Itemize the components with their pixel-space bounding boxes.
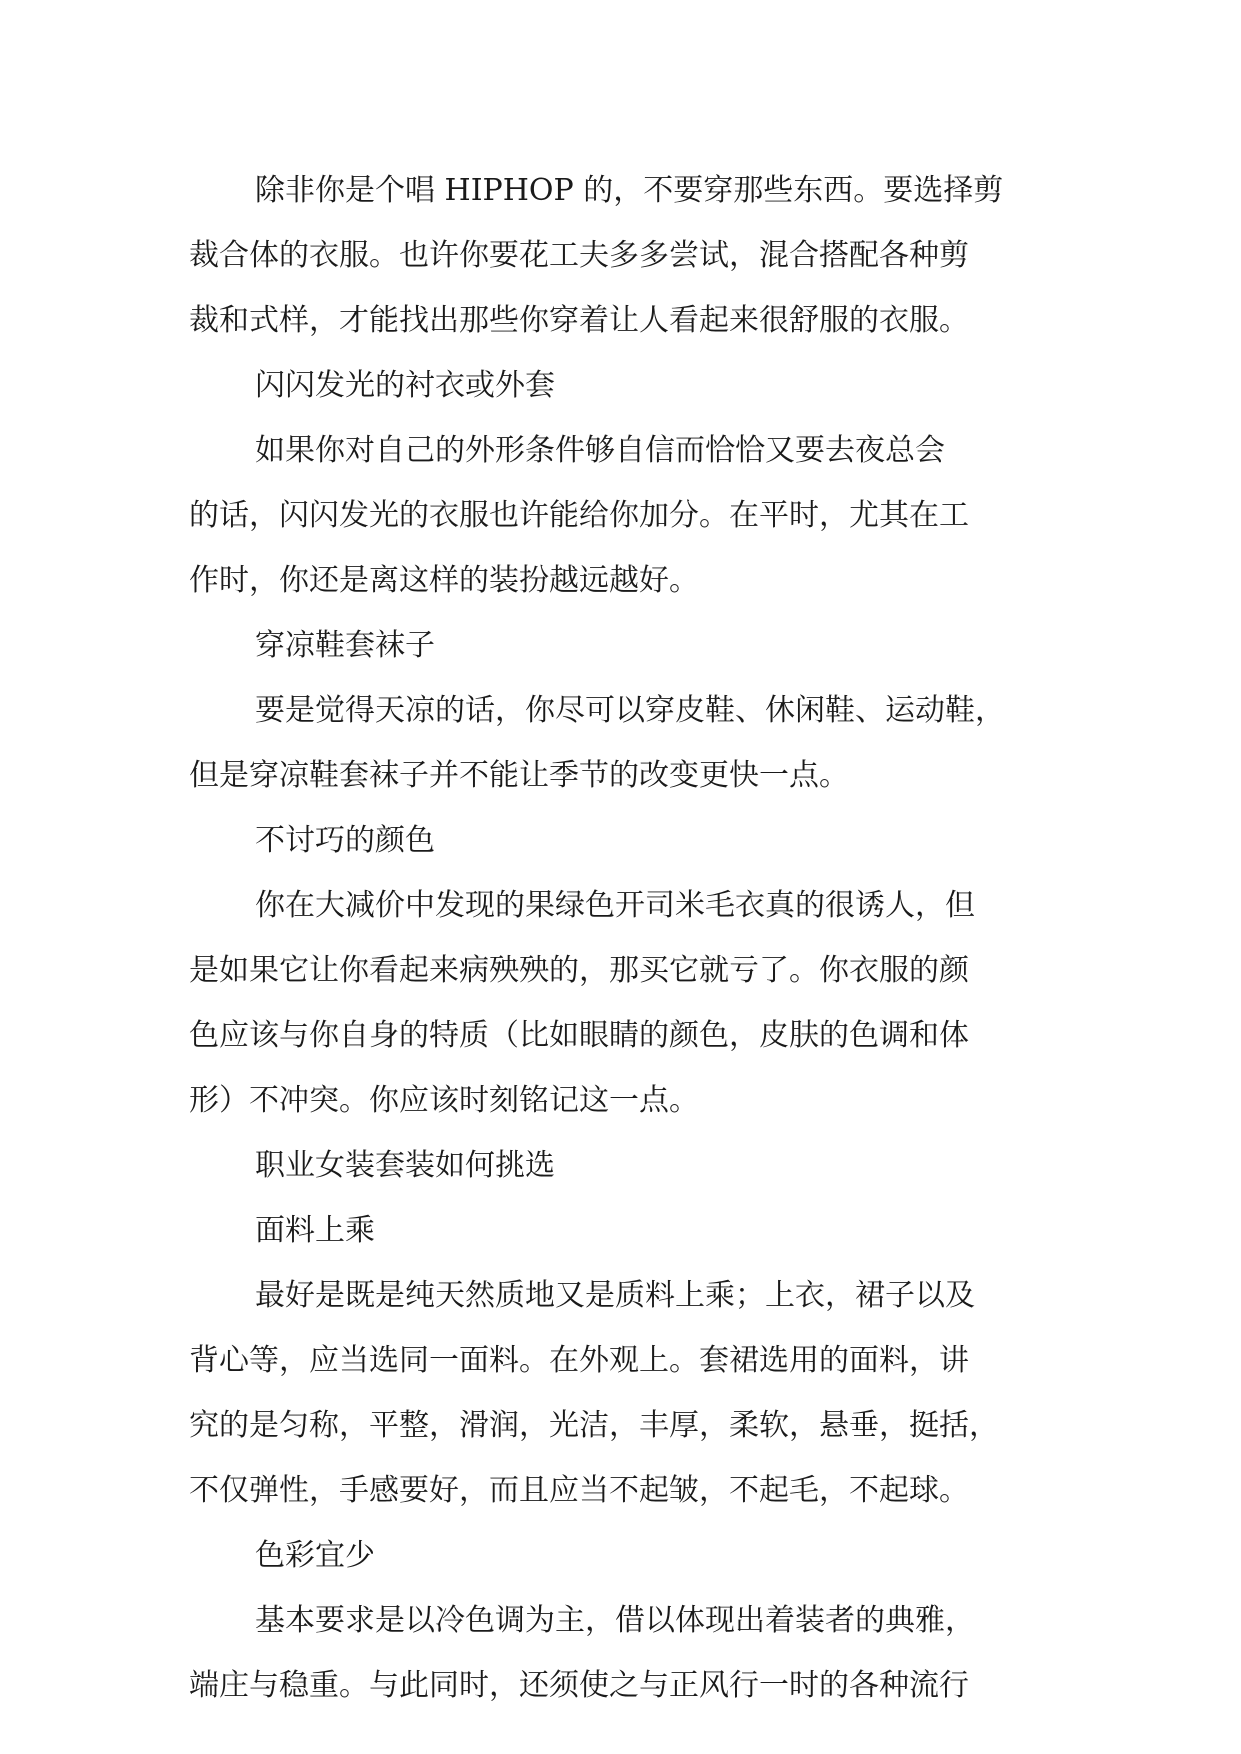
document-body xyxy=(189,158,1057,1718)
text-line: 基本要求是以冷色调为主，借以体现出着装者的典雅， xyxy=(255,1603,975,1638)
text-line: 究的是匀称，平整，滑润，光洁，丰厚，柔软，悬垂，挺括， xyxy=(189,1408,999,1443)
text-line: 背心等，应当选同一面料。在外观上。套裙选用的面料，讲 xyxy=(189,1343,969,1378)
text-line: 如果你对自己的外形条件够自信而恰恰又要去夜总会 xyxy=(255,433,945,468)
text-line: 色应该与你自身的特质（比如眼睛的颜色，皮肤的色调和体 xyxy=(189,1018,969,1053)
section-heading: 穿凉鞋套袜子 xyxy=(255,628,435,663)
text-line: 端庄与稳重。与此同时，还须使之与正风行一时的各种流行 xyxy=(189,1668,969,1703)
text-line: 是如果它让你看起来病殃殃的，那买它就亏了。你衣服的颜 xyxy=(189,953,969,988)
text-line: 不仅弹性，手感要好，而且应当不起皱，不起毛，不起球。 xyxy=(189,1473,969,1508)
text-line: 的话，闪闪发光的衣服也许能给你加分。在平时，尤其在工 xyxy=(189,498,969,533)
text-line: 要是觉得天凉的话，你尽可以穿皮鞋、休闲鞋、运动鞋， xyxy=(255,693,1005,728)
section-heading: 职业女装套装如何挑选 xyxy=(255,1148,555,1183)
text-line: 但是穿凉鞋套袜子并不能让季节的改变更快一点。 xyxy=(189,758,849,793)
section-heading: 面料上乘 xyxy=(255,1213,375,1248)
text-line: 形）不冲突。你应该时刻铭记这一点。 xyxy=(189,1083,699,1118)
text-line: 裁合体的衣服。也许你要花工夫多多尝试，混合搭配各种剪 xyxy=(189,238,969,273)
text-line: 你在大减价中发现的果绿色开司米毛衣真的很诱人，但 xyxy=(255,888,975,923)
text-line: 裁和式样，才能找出那些你穿着让人看起来很舒服的衣服。 xyxy=(189,303,969,338)
section-heading: 不讨巧的颜色 xyxy=(255,823,435,858)
text-line: 作时，你还是离这样的装扮越远越好。 xyxy=(189,563,699,598)
text-line: 除非你是个唱 HIPHOP 的，不要穿那些东西。要选择剪 xyxy=(255,173,1004,208)
section-heading: 闪闪发光的衬衣或外套 xyxy=(255,368,555,403)
text-line: 最好是既是纯天然质地又是质料上乘；上衣，裙子以及 xyxy=(255,1278,975,1313)
section-heading: 色彩宜少 xyxy=(255,1538,375,1573)
